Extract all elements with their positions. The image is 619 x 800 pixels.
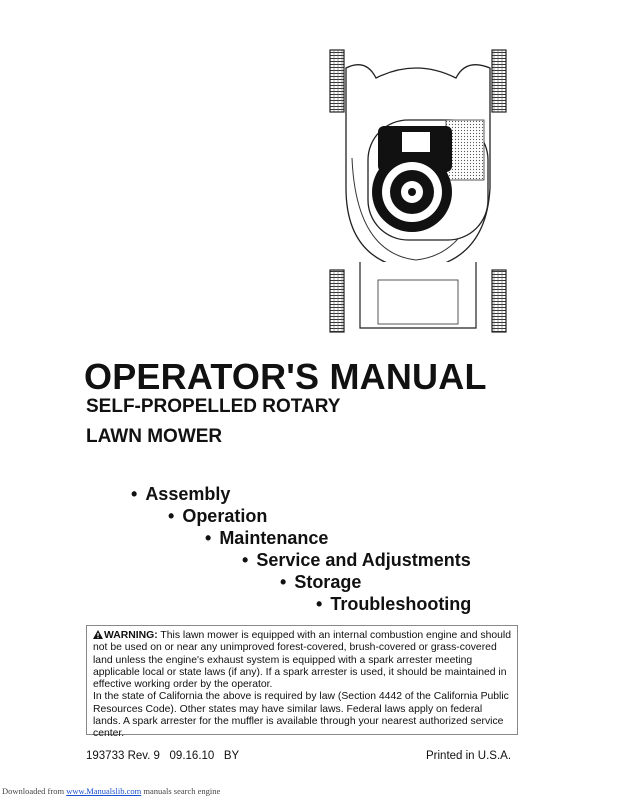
bullet-icon: • xyxy=(242,550,249,570)
manualslib-link[interactable]: www.Manualslib.com xyxy=(66,786,142,796)
warning-paragraph-1 xyxy=(93,630,511,691)
warning-label: WARNING: xyxy=(104,630,158,641)
bullet-icon: • xyxy=(205,528,212,548)
topic-item-service: • Service and Adjustments xyxy=(242,550,471,570)
wheel-front-left xyxy=(330,50,344,112)
page-title: OPERATOR'S MANUAL xyxy=(84,356,487,397)
printed-in: Printed in U.S.A. xyxy=(426,750,512,762)
warning-text-2: In the state of California the above is required by law (Section 4442 of the California Public Resources Code). Other states may have similar laws. Federal laws apply on federal lands. A spark arrester for the muffler is available through your nearest authorized service center. xyxy=(93,691,509,740)
warning-box xyxy=(86,625,518,740)
topic-item-assembly: • Assembly xyxy=(131,484,231,504)
bullet-icon: • xyxy=(131,484,138,504)
lawn-mower-illustration xyxy=(316,48,516,338)
wheel-rear-right xyxy=(492,270,506,332)
wheel-front-right xyxy=(492,50,506,112)
topic-item-storage: • Storage xyxy=(280,572,362,592)
download-source: Downloaded from www.Manualslib.com manuals search engine xyxy=(2,786,221,796)
wheel-rear-left xyxy=(330,270,344,332)
warning-text-1: This lawn mower is equipped with an internal combustion engine and should not be used on or near any unimproved forest-covered, brush-covered or grass-covered land unless the engine's exhaust system is equipped with a spark arrester meeting applicable local or state laws (if any). If a spark arrester is used, it should be maintained in effective working order by the operator. xyxy=(93,630,511,691)
topic-item-maintenance: • Maintenance xyxy=(205,528,329,548)
subtitle-line-2: LAWN MOWER xyxy=(86,426,223,447)
subtitle-line-1: SELF-PROPELLED ROTARY xyxy=(86,396,341,417)
part-number: 193733 Rev. 9 09.16.10 BY xyxy=(86,750,240,762)
topic-item-operation: • Operation xyxy=(168,506,268,526)
bullet-icon: • xyxy=(316,594,323,614)
bullet-icon: • xyxy=(168,506,175,526)
bullet-icon: • xyxy=(280,572,287,592)
topic-item-troubleshooting: • Troubleshooting xyxy=(316,594,472,614)
warning-triangle-icon xyxy=(93,630,103,639)
